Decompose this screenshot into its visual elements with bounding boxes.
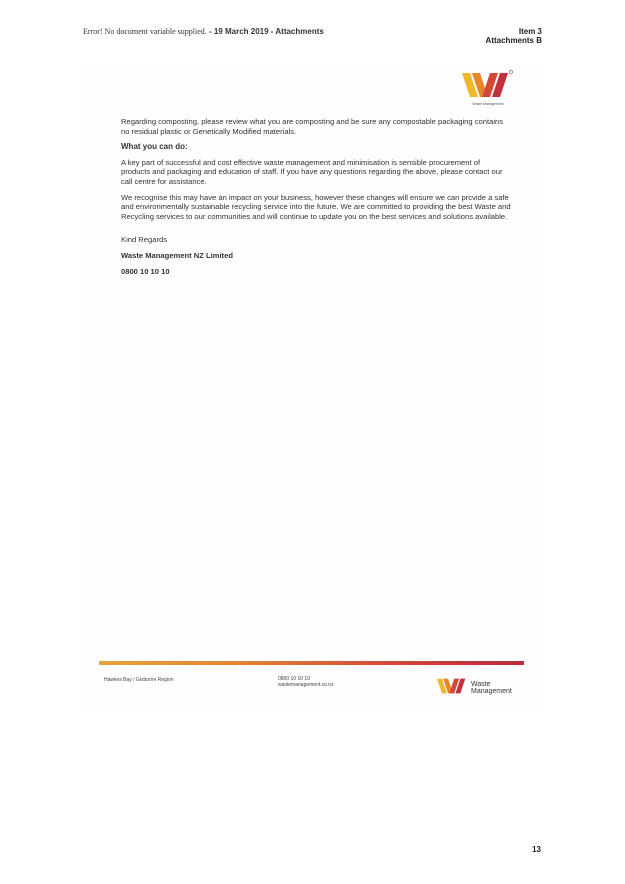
wm-footer-logo-icon	[437, 676, 469, 696]
company-phone: 0800 10 10 10	[121, 266, 170, 276]
paragraph-impact: We recognise this may have an impact on your business, however these changes will ensure we can prcvide a safe and environmentally sustainable recycling service into the future. We are committed to providing the best Waste and Recycling services to our communities and will continue to update you on the best services and solutions available.	[121, 192, 511, 221]
error-text: Error! No document variable supplied.	[83, 27, 207, 36]
footer-contact	[278, 676, 334, 688]
footer-brand-line2: Management	[471, 688, 512, 695]
letter-body	[121, 117, 511, 282]
footer-brand-line1: Waste	[471, 681, 491, 688]
waste-management-logo	[462, 69, 514, 109]
item-number: Item 3	[518, 27, 542, 36]
meeting-date: - 19 March 2019 - Attachments	[206, 27, 324, 36]
footer-brand	[471, 681, 512, 695]
wm-logo-icon	[462, 69, 514, 101]
closing: Kind Regards	[121, 235, 168, 245]
company-name: Waste Management NZ Limited	[121, 250, 233, 260]
attachments-label: Attachments B	[485, 36, 542, 45]
logo-caption: Waste Management	[472, 102, 504, 106]
paragraph-composting: Regarding composting, please review what you are composting and be sure any compostable packaging contains no residual plastic or Genetically Modified materials.	[121, 117, 504, 136]
header-item-block	[486, 27, 542, 45]
paragraph-procurement: A key part of successful and cost effective waste management and minimisation is sensible procurement of products and packaging and education of staff. If you have any questions regarding the above, please contact our call centre for assistance.	[121, 157, 503, 186]
footer-website: wastemanagement.co.nz	[278, 682, 334, 688]
page-number: 13	[532, 845, 541, 854]
footer-color-stripe	[99, 661, 524, 665]
header-document-ref	[83, 27, 324, 36]
section-heading: What you can do:	[121, 142, 188, 152]
footer-phone: 0800 10 10 10	[278, 676, 310, 682]
footer-logo	[437, 676, 527, 698]
footer-region: Hawkes Bay / Gisborne Region	[104, 677, 174, 683]
